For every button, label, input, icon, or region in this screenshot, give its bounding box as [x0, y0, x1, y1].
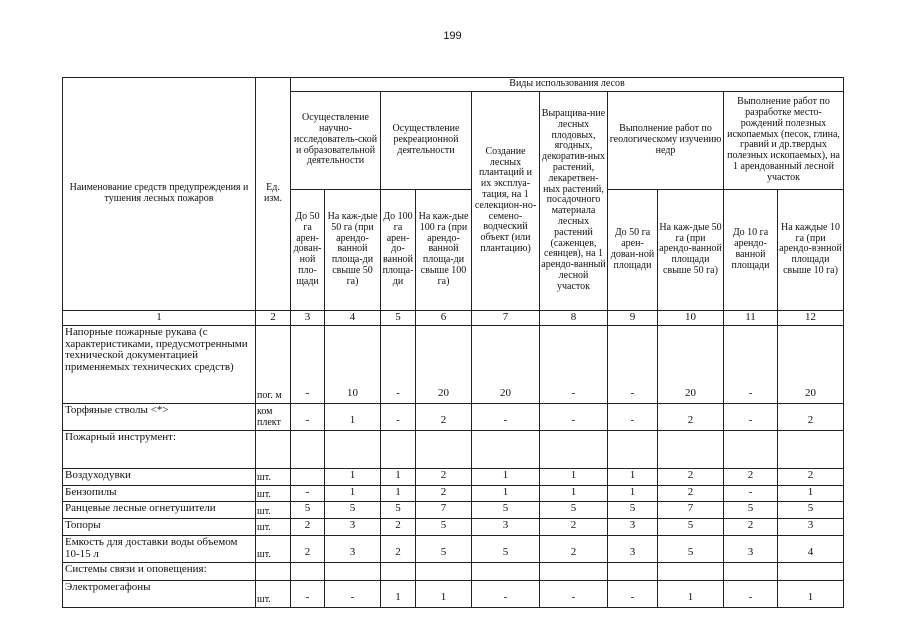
item-value: 2: [540, 519, 608, 536]
item-value: 5: [381, 502, 416, 519]
item-value: [778, 430, 844, 468]
column-number: 4: [325, 310, 381, 325]
fire-equipment-table: [62, 77, 844, 608]
item-unit: ком плект: [256, 403, 291, 430]
table-row: [63, 562, 844, 580]
header-group-geology: Выполнение работ по геологическому изучению недр: [608, 91, 724, 189]
item-value: 5: [608, 502, 658, 519]
item-value: 20: [658, 325, 724, 403]
item-value: [658, 430, 724, 468]
header-group-cultivation: Выращива-ние лесных плодовых, ягодных, декоратив-ных растений, лекаретвен-ных растений, посадочного материала лесных растений (саженцев, сеянцев), на 1 арендо-ванный лесной участок: [540, 91, 608, 310]
item-value: 3: [778, 519, 844, 536]
item-value: 2: [540, 536, 608, 563]
item-value: [472, 562, 540, 580]
item-value: [381, 562, 416, 580]
header-name-column: Наименование средств предупреждения и тушения лесных пожаров: [63, 78, 256, 311]
item-value: [724, 430, 778, 468]
item-value: [291, 562, 325, 580]
table-row: [63, 502, 844, 519]
item-value: [325, 562, 381, 580]
item-value: 2: [381, 519, 416, 536]
item-name: Электромегафоны: [63, 580, 256, 607]
item-value: 5: [416, 536, 472, 563]
section-label: Пожарный инструмент:: [63, 430, 256, 468]
item-value: 1: [540, 485, 608, 502]
item-value: 2: [416, 485, 472, 502]
item-value: -: [724, 485, 778, 502]
item-value: 4: [778, 536, 844, 563]
item-value: 5: [472, 502, 540, 519]
item-name: Напорные пожарные рукава (с характеристиками, предусмотренными технической документацией применяемых технических средств): [63, 325, 256, 403]
item-value: 2: [291, 519, 325, 536]
item-value: [658, 562, 724, 580]
item-value: 20: [778, 325, 844, 403]
column-number: 11: [724, 310, 778, 325]
column-numbers-row: [63, 310, 844, 325]
item-value: 2: [658, 485, 724, 502]
header-group-mining: Выполнение работ по разработке место-рождений полезных ископаемых (песок, глина, гравий и др.твердых полезных ископаемых), на 1 арендованный лесной участок: [724, 91, 844, 189]
item-value: 20: [416, 325, 472, 403]
item-value: 1: [381, 485, 416, 502]
item-value: 1: [778, 485, 844, 502]
column-number: 7: [472, 310, 540, 325]
item-value: 1: [416, 580, 472, 607]
item-value: 2: [724, 468, 778, 485]
item-value: [291, 430, 325, 468]
item-value: -: [540, 403, 608, 430]
item-value: 1: [608, 468, 658, 485]
item-value: -: [381, 403, 416, 430]
item-value: 3: [472, 519, 540, 536]
item-value: 2: [778, 468, 844, 485]
header-sub-col4: На каж-дые 50 га (при арендо-ванной площа-ди свыше 50 га): [325, 189, 381, 310]
item-value: [416, 562, 472, 580]
item-value: 5: [291, 502, 325, 519]
item-value: 1: [381, 468, 416, 485]
item-value: 2: [416, 403, 472, 430]
item-value: 7: [416, 502, 472, 519]
page-number: 199: [443, 30, 462, 42]
item-value: 5: [658, 536, 724, 563]
item-value: 1: [778, 580, 844, 607]
item-value: 5: [540, 502, 608, 519]
item-unit: шт.: [256, 502, 291, 519]
item-value: 2: [724, 519, 778, 536]
column-number: 12: [778, 310, 844, 325]
item-value: 2: [416, 468, 472, 485]
item-value: 5: [416, 519, 472, 536]
item-value: 3: [325, 519, 381, 536]
item-value: -: [724, 403, 778, 430]
item-name: Топоры: [63, 519, 256, 536]
item-unit: шт.: [256, 580, 291, 607]
header-sub-col5: До 100 га арен-до-ванной площа-ди: [381, 189, 416, 310]
item-value: 2: [658, 468, 724, 485]
item-name: Емкость для доставки воды объемом 10-15 л: [63, 536, 256, 563]
header-sub-col9: До 50 га арен-дован-ной площади: [608, 189, 658, 310]
item-value: 5: [325, 502, 381, 519]
item-value: [608, 562, 658, 580]
item-unit: шт.: [256, 519, 291, 536]
item-value: [291, 468, 325, 485]
item-value: 3: [608, 536, 658, 563]
item-value: -: [608, 403, 658, 430]
table-row: [63, 325, 844, 403]
header-sub-col12: На каждые 10 га (при арендо-вэнной площади свыше 10 га): [778, 189, 844, 310]
header-group-plantations: Создание лесных плантаций и их эксплуа-тация, на 1 селекцион-но-семено-водческий объект (или плантацию): [472, 91, 540, 310]
item-value: -: [472, 403, 540, 430]
item-value: 7: [658, 502, 724, 519]
column-number: 9: [608, 310, 658, 325]
section-label: Системы связи и оповещения:: [63, 562, 256, 580]
item-value: 5: [658, 519, 724, 536]
header-unit-column: Ед. изм.: [256, 78, 291, 311]
column-number: 3: [291, 310, 325, 325]
table-row: [63, 485, 844, 502]
item-value: 1: [325, 403, 381, 430]
item-value: [608, 430, 658, 468]
item-value: -: [608, 325, 658, 403]
header-sub-col6: На каж-дые 100 га (при арендо-ванной площа-ди свыше 100 га): [416, 189, 472, 310]
item-value: 1: [658, 580, 724, 607]
item-value: [416, 430, 472, 468]
item-value: -: [608, 580, 658, 607]
item-value: 1: [540, 468, 608, 485]
item-value: 2: [291, 536, 325, 563]
item-value: 1: [608, 485, 658, 502]
item-value: [540, 562, 608, 580]
table-row: [63, 536, 844, 563]
table-row: [63, 403, 844, 430]
item-value: -: [291, 403, 325, 430]
item-value: -: [291, 580, 325, 607]
item-unit: пог. м: [256, 325, 291, 403]
column-number: 2: [256, 310, 291, 325]
item-value: -: [472, 580, 540, 607]
item-value: [540, 430, 608, 468]
header-group-research: Осуществление научно-исследователь-ской и образовательной деятельности: [291, 91, 381, 189]
item-value: 1: [472, 468, 540, 485]
column-number: 10: [658, 310, 724, 325]
item-value: 1: [325, 468, 381, 485]
item-value: 1: [472, 485, 540, 502]
header-group-title: Виды использования лесов: [291, 78, 844, 92]
header-group-recreation: Осуществление рекреационной деятельности: [381, 91, 472, 189]
item-value: -: [325, 580, 381, 607]
column-number: 5: [381, 310, 416, 325]
item-value: -: [724, 325, 778, 403]
item-name: Бензопилы: [63, 485, 256, 502]
item-value: 3: [325, 536, 381, 563]
item-value: 5: [724, 502, 778, 519]
item-value: [381, 430, 416, 468]
item-value: -: [291, 325, 325, 403]
item-unit: шт.: [256, 485, 291, 502]
item-value: 1: [325, 485, 381, 502]
item-value: 10: [325, 325, 381, 403]
item-value: [724, 562, 778, 580]
item-value: [472, 430, 540, 468]
item-unit: [256, 562, 291, 580]
column-number: 1: [63, 310, 256, 325]
item-value: -: [381, 325, 416, 403]
column-number: 8: [540, 310, 608, 325]
item-value: 2: [381, 536, 416, 563]
item-unit: шт.: [256, 536, 291, 563]
item-value: -: [540, 325, 608, 403]
table-row: [63, 519, 844, 536]
header-sub-col10: На каж-дые 50 га (при арендо-ванной площади свыше 50 га): [658, 189, 724, 310]
item-value: -: [724, 580, 778, 607]
item-value: 1: [381, 580, 416, 607]
item-value: 2: [658, 403, 724, 430]
item-value: 2: [778, 403, 844, 430]
item-value: 3: [724, 536, 778, 563]
table-row: [63, 430, 844, 468]
header-sub-col11: До 10 га арендо-ванной площади: [724, 189, 778, 310]
item-value: 3: [608, 519, 658, 536]
header-sub-col3: До 50 га арен-дован-ной пло-щади: [291, 189, 325, 310]
table-row: [63, 468, 844, 485]
item-value: -: [291, 485, 325, 502]
item-value: 5: [472, 536, 540, 563]
item-name: Ранцевые лесные огнетушители: [63, 502, 256, 519]
item-value: 20: [472, 325, 540, 403]
item-name: Воздуходувки: [63, 468, 256, 485]
item-value: [778, 562, 844, 580]
item-unit: [256, 430, 291, 468]
item-value: [325, 430, 381, 468]
item-name: Торфяные стволы <*>: [63, 403, 256, 430]
item-unit: шт.: [256, 468, 291, 485]
item-value: 5: [778, 502, 844, 519]
column-number: 6: [416, 310, 472, 325]
table-row: [63, 580, 844, 607]
item-value: -: [540, 580, 608, 607]
